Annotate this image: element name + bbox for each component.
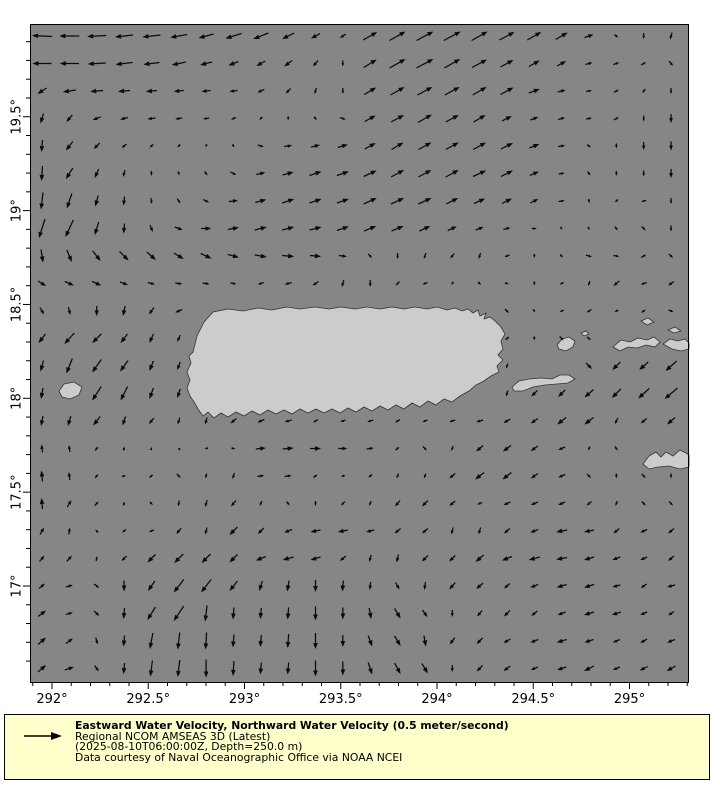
velocity-arrow: [282, 256, 289, 257]
velocity-arrow: [95, 91, 103, 92]
velocity-arrow: [233, 608, 234, 615]
reference-arrow-icon: [22, 729, 66, 743]
velocity-arrow: [123, 91, 130, 92]
x-axis-tick-label: 294.5°: [511, 692, 556, 707]
velocity-arrow: [93, 63, 106, 64]
legend-dataset: Regional NCOM AMSEAS 3D (Latest): [75, 729, 271, 743]
velocity-arrow: [288, 634, 289, 643]
velocity-arrow: [288, 663, 289, 670]
y-axis-tick-label: 18.5°: [9, 286, 25, 323]
velocity-arrow: [261, 635, 262, 642]
x-axis-tick-label: 292.5°: [126, 692, 171, 707]
x-axis-tick-label: 293°: [228, 692, 261, 707]
x-axis-tick-label: 293.5°: [318, 692, 363, 707]
velocity-arrow: [42, 166, 43, 176]
velocity-arrow: [206, 633, 207, 645]
velocity-arrow: [42, 140, 43, 147]
y-axis-tick-label: 19°: [9, 199, 25, 223]
velocity-arrow: [92, 36, 106, 37]
velocity-arrow: [37, 36, 52, 37]
velocity-arrow: [261, 663, 262, 670]
x-axis-tick-label: 294°: [421, 692, 453, 707]
x-axis-tick-label: 295°: [613, 692, 646, 707]
legend-time-depth: (2025-08-10T06:00:00Z, Depth=250.0 m): [75, 740, 303, 754]
y-axis-tick-label: 17.5°: [9, 474, 25, 510]
legend-box: [4, 714, 710, 780]
velocity-arrow: [233, 661, 234, 671]
y-axis-tick-label: 19.5°: [9, 99, 25, 135]
y-axis-tick-label: 18°: [9, 386, 25, 410]
legend-title: Eastward Water Velocity, Northward Water Velocity (0.5 meter/second): [75, 719, 509, 732]
velocity-arrow: [288, 608, 289, 615]
velocity-arrow: [233, 635, 234, 643]
legend-courtesy: Data courtesy of Naval Oceanographic Office via NOAA NCEI: [75, 750, 403, 764]
y-axis-tick-label: 17°: [9, 574, 25, 598]
x-axis-tick-label: 292°: [36, 692, 68, 707]
